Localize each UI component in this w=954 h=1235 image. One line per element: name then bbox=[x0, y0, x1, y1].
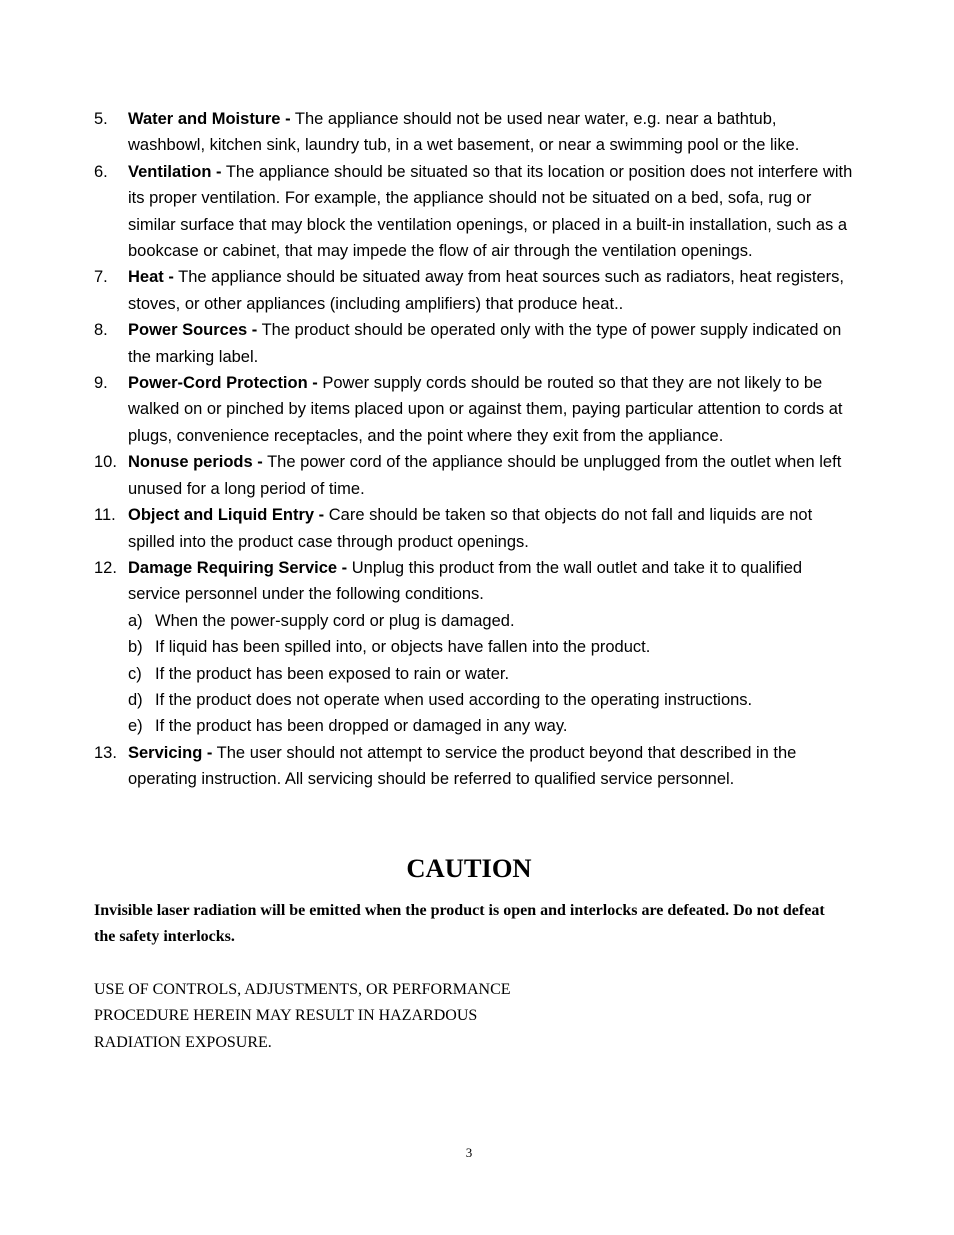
item-term: Object and Liquid Entry - bbox=[128, 506, 325, 525]
condition-item-e bbox=[128, 713, 854, 739]
item-term: Power Sources - bbox=[128, 321, 258, 340]
condition-letter: b) bbox=[128, 638, 143, 657]
condition-text: When the power-supply cord or plug is damaged. bbox=[155, 611, 515, 630]
laser-warning: Invisible laser radiation will be emitted when the product is open and interlocks are defeated. Do not defeat the safety interlocks. bbox=[94, 902, 825, 946]
item-text: The power cord of the appliance should be unplugged from the outlet when left unused for a long period of time. bbox=[128, 453, 842, 498]
item-term: Heat - bbox=[128, 268, 174, 287]
item-number: 6. bbox=[94, 162, 108, 181]
page-number: 3 bbox=[465, 1145, 473, 1160]
safety-instructions-list bbox=[94, 106, 854, 793]
list-item-nonuse-periods bbox=[94, 449, 854, 502]
list-item-water-moisture bbox=[94, 106, 854, 159]
item-text: The appliance should be situated so that its location or position does not interfere with its proper ventilation. For example, the appliance should not be situated on a bed, sofa, rug or similar surface that may block the ventilation openings, or placed in a built-in installation, such as a bookcase or cabinet, that may impede the flow of air through the ventilation openings. bbox=[128, 162, 853, 261]
item-term: Nonuse periods - bbox=[128, 453, 263, 472]
item-text: Care should be taken so that objects do not fall and liquids are not spilled into the product case through product openings. bbox=[128, 506, 813, 551]
condition-item-b bbox=[128, 634, 854, 660]
item-text: The appliance should be situated away from heat sources such as radiators, heat registers, stoves, or other appliances (including amplifiers) that produce heat.. bbox=[128, 268, 845, 313]
condition-item-a bbox=[128, 608, 854, 634]
item-text: The appliance should not be used near water, e.g. near a bathtub, washbowl, kitchen sink, laundry tub, in a wet basement, or near a swimming pool or the like. bbox=[128, 110, 800, 155]
item-term: Water and Moisture - bbox=[128, 110, 291, 128]
condition-text: If the product does not operate when used according to the operating instructions. bbox=[155, 690, 753, 709]
condition-text: If liquid has been spilled into, or objects have fallen into the product. bbox=[155, 638, 651, 657]
item-text: The product should be operated only with the type of power supply indicated on the marking label. bbox=[128, 321, 842, 366]
item-number: 11. bbox=[94, 506, 116, 525]
item-number: 7. bbox=[94, 268, 108, 287]
item-number: 13. bbox=[94, 743, 117, 762]
list-item-power-sources bbox=[94, 317, 854, 370]
item-term: Power-Cord Protection - bbox=[128, 374, 318, 393]
condition-letter: c) bbox=[128, 664, 142, 683]
condition-item-d bbox=[128, 687, 854, 713]
list-item-object-liquid-entry bbox=[94, 502, 854, 555]
list-item-servicing bbox=[94, 740, 854, 793]
item-number: 10. bbox=[94, 453, 117, 472]
list-item-power-cord-protection bbox=[94, 370, 854, 449]
item-number: 12. bbox=[94, 558, 117, 577]
list-item-heat bbox=[94, 264, 854, 317]
notice-line: PROCEDURE HEREIN MAY RESULT IN HAZARDOUS bbox=[94, 1007, 478, 1025]
item-number: 8. bbox=[94, 321, 108, 340]
notice-line: USE OF CONTROLS, ADJUSTMENTS, OR PERFORMANCE bbox=[94, 981, 511, 998]
list-item-ventilation bbox=[94, 159, 854, 265]
item-number: 9. bbox=[94, 374, 108, 393]
item-number: 5. bbox=[94, 110, 108, 128]
condition-letter: a) bbox=[128, 611, 143, 630]
item-text: Unplug this product from the wall outlet and take it to qualified service personnel under the following conditions. bbox=[128, 558, 803, 604]
condition-text: If the product has been exposed to rain or water. bbox=[155, 664, 510, 683]
condition-letter: d) bbox=[128, 690, 143, 709]
list-item-damage-requiring-service bbox=[94, 555, 854, 608]
condition-text: If the product has been dropped or damaged in any way. bbox=[155, 717, 568, 736]
caution-heading: CAUTION bbox=[406, 853, 532, 883]
item-text: The user should not attempt to service the product beyond that described in the operating instruction. All servicing should be referred to qualified service personnel. bbox=[128, 743, 797, 789]
item-term: Ventilation - bbox=[128, 162, 222, 181]
radiation-notice bbox=[94, 977, 614, 1056]
condition-letter: e) bbox=[128, 717, 143, 736]
item-term: Damage Requiring Service - bbox=[128, 558, 348, 577]
item-text: Power supply cords should be routed so that they are not likely to be walked on or pinched by items placed upon or against them, paying particular attention to cords at plugs, convenience receptacles, and the point where they exit from the appliance. bbox=[128, 374, 843, 445]
item-term: Servicing - bbox=[128, 743, 213, 762]
condition-item-c bbox=[128, 661, 854, 687]
notice-line: RADIATION EXPOSURE. bbox=[94, 1033, 272, 1051]
